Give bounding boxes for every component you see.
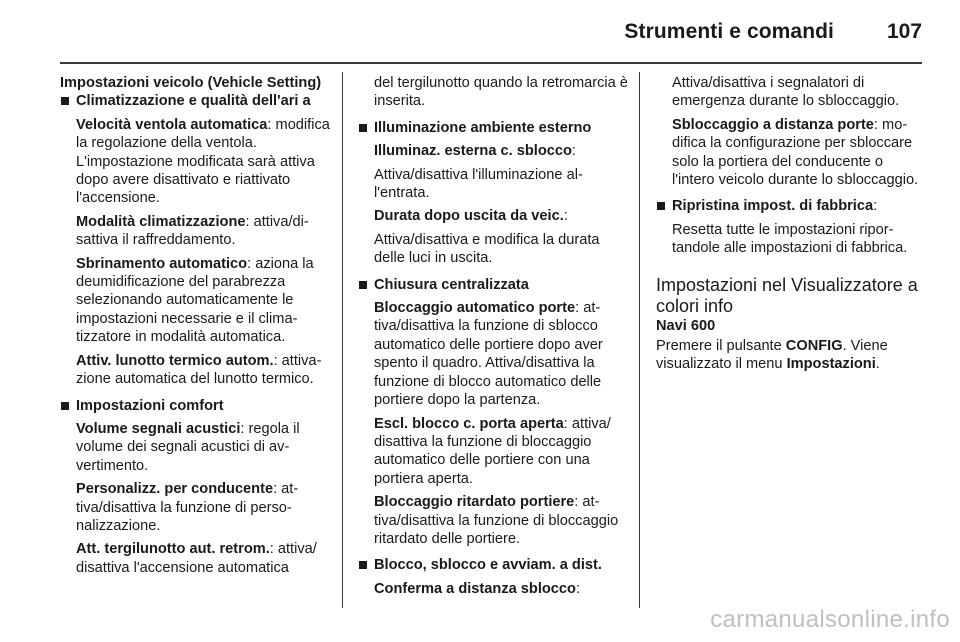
bullet-illuminazione-esterno: Illuminazione ambiente esterno — [358, 119, 630, 137]
item-term: Conferma a distanza sblocco — [374, 580, 576, 597]
item-term: Attiv. lunotto termico autom. — [76, 352, 274, 369]
item-conferma-sblocco — [358, 580, 630, 598]
config-button-name: CONFIG — [785, 338, 843, 355]
item-term: Velocità ventola automatica — [76, 116, 268, 133]
column-2 — [358, 74, 630, 598]
item-text: : attiva/disattiva la funzione di bloccaggio ritardato delle portiere. — [374, 494, 619, 547]
item-volume-segnali — [60, 420, 330, 475]
item-text: : modifica la configurazione per sbloccare solo la portiera del conducente o l'intero veicolo durante lo sbloccaggio. — [672, 116, 919, 189]
item-lunotto-termico — [60, 352, 330, 389]
item-illuminaz-sblocco — [358, 142, 630, 160]
item-text: : aziona la deumidificazione del parabrezza selezionando automaticamente le impostazioni necessarie e il climatizzatore in modalità automatica. — [76, 255, 314, 346]
body-paragraph — [656, 337, 924, 374]
item-text: : attiva/ disattiva la funzione di bloccaggio automatico delle portiere con una portiera aperta. — [374, 415, 611, 487]
bullet-chiusura-centralizzata: Chiusura centralizzata — [358, 276, 630, 294]
item-text: : attiva/disattiva la funzione di sblocco automatico delle portiere dopo aver spento il quadro. Attiva/disattiva la funzione di blocco automatico delle portiere dopo la partenza. — [374, 300, 603, 409]
column-divider-2 — [639, 72, 640, 608]
bullet-blocco-sblocco: Blocco, sblocco e avviam. a dist. — [358, 556, 630, 574]
bullet-ripristina-impost — [656, 197, 924, 215]
item-modalita-climatizzazione — [60, 213, 330, 250]
text-run: . Viene visualizzato il menu — [656, 338, 888, 373]
item-term: Escl. blocco c. porta aperta — [374, 415, 564, 432]
item-text: : attiva/ disattiva l'accensione automatica — [76, 541, 317, 576]
item-sbloccaggio-porte — [656, 116, 924, 190]
item-durata-uscita-desc: Attiva/disattiva e modifica la durata delle luci in uscita. — [374, 231, 600, 267]
item-text: : attiva/disattiva la funzione di personalizzazione. — [76, 481, 299, 534]
header-divider — [60, 62, 922, 64]
section-subheading: Navi 600 — [656, 317, 716, 334]
item-sbrinamento-automatico — [60, 255, 330, 347]
bullet-label: Ripristina impost. di fabbrica — [672, 198, 874, 215]
item-colon: : — [575, 580, 580, 597]
item-term: Personalizz. per conducente — [76, 481, 274, 498]
item-term: Att. tergilunotto aut. retrom. — [76, 541, 270, 558]
bullet-colon: : — [873, 198, 878, 215]
item-term: Modalità climatizzazione — [76, 213, 246, 230]
item-term: Volume segnali acustici — [76, 420, 241, 437]
page-header — [60, 0, 922, 58]
item-colon: : — [563, 208, 568, 225]
text-run: Premere il pulsante — [656, 338, 786, 355]
item-text: : regola il volume dei segnali acustici di avvertimento. — [76, 420, 300, 474]
item-term: Durata dopo uscita da veic. — [374, 208, 564, 225]
section-heading: Impostazioni nel Visualizzatore a colori info — [656, 274, 918, 316]
item-text: : attiva/disattiva il raffreddamento. — [76, 213, 309, 249]
page-number: 107 — [886, 20, 922, 43]
item-term: Bloccaggio ritardato portiere — [374, 494, 575, 511]
item-tergilunotto-retrom — [60, 540, 330, 577]
item-text: : attivazione automatica del lunotto termico. — [76, 352, 322, 388]
item-term: Sbloccaggio a distanza porte — [672, 116, 874, 133]
bullet-climatizzazione: Climatizzazione e qualità dell'ari a — [60, 92, 330, 110]
item-colon: : — [571, 143, 576, 160]
item-resetta: Resetta tutte le impostazioni riportandole alle impostazioni di fabbrica. — [672, 221, 908, 257]
item-velocita-ventola — [60, 116, 330, 208]
column-3 — [656, 74, 924, 374]
menu-name: Impostazioni — [786, 356, 876, 373]
item-text: : modifica la regolazione della ventola. L'impostazione modificata sarà attiva dopo avere disattivato e riattivato l'accensione. — [76, 116, 330, 207]
section-title: Impostazioni veicolo (Vehicle Setting) — [60, 75, 322, 91]
text-run: . — [875, 356, 880, 373]
continued-text: Attiva/disattiva i segnalatori di emergenza durante lo sbloccaggio. — [672, 75, 900, 110]
item-term: Illuminaz. esterna c. sblocco — [374, 143, 572, 160]
continued-text: del tergilunotto quando la retromarcia è inserita. — [374, 75, 628, 110]
watermark: carmanualsonline.info — [710, 606, 950, 633]
item-personalizz-conducente — [60, 480, 330, 535]
item-illuminaz-sblocco-desc: Attiva/disattiva l'illuminazione all'entrata. — [374, 166, 583, 202]
item-term: Sbrinamento automatico — [76, 255, 248, 272]
item-durata-uscita — [358, 207, 630, 225]
item-term: Bloccaggio automatico porte — [374, 300, 576, 317]
bullet-impostazioni-comfort: Impostazioni comfort — [60, 397, 330, 415]
column-divider-1 — [342, 72, 343, 608]
item-bloccaggio-automatico — [358, 299, 630, 409]
column-1 — [60, 74, 330, 577]
item-escl-blocco — [358, 415, 630, 489]
chapter-title: Strumenti e comandi — [624, 20, 834, 43]
item-bloccaggio-ritardato — [358, 493, 630, 548]
